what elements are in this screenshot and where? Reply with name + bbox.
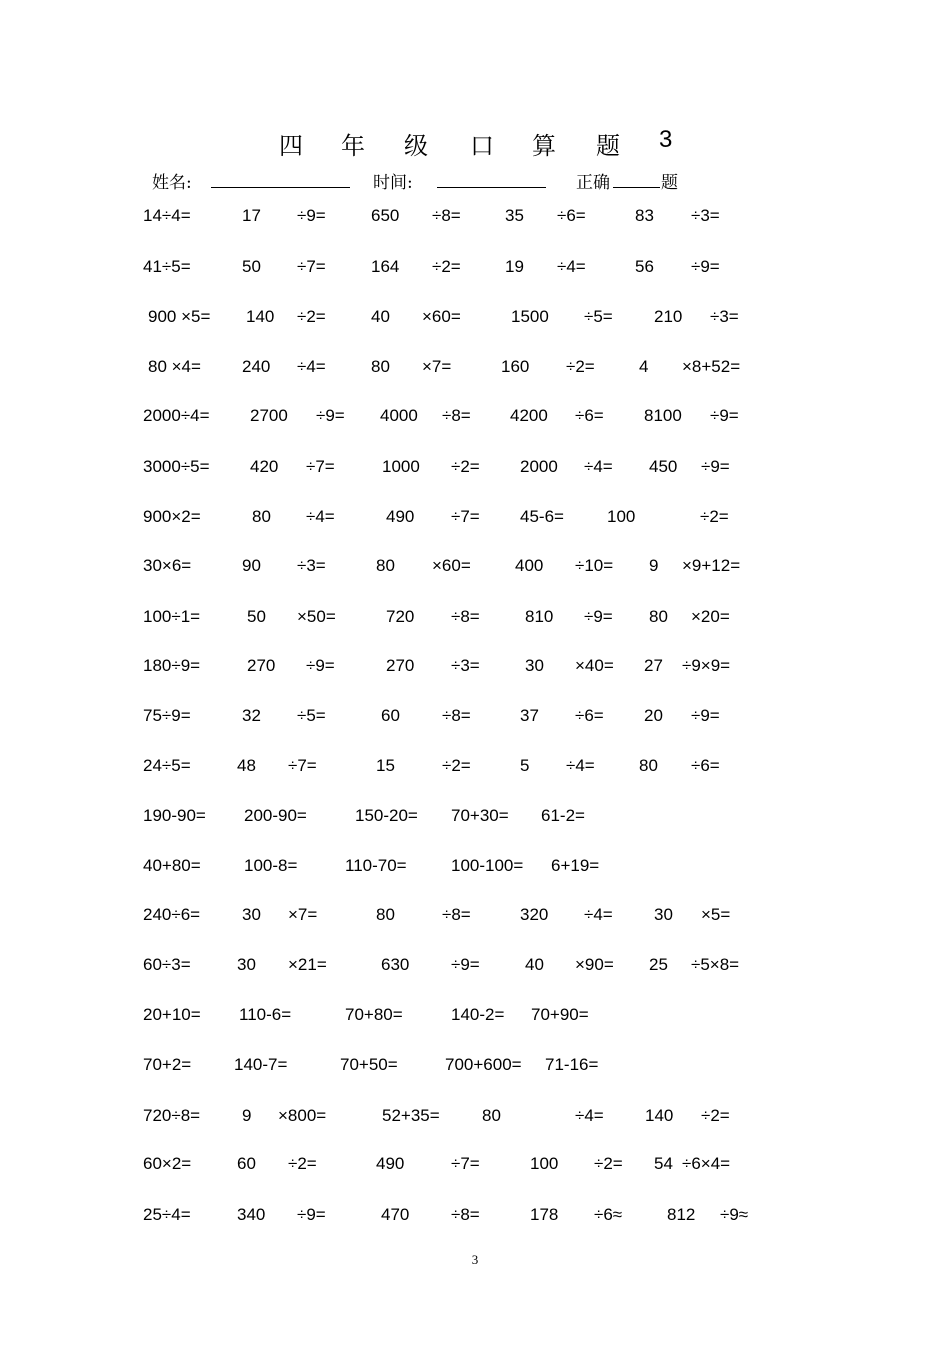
correct-suffix: 题 — [661, 173, 678, 193]
problem-item: ÷2= — [701, 1106, 730, 1125]
problem-item: ÷6= — [575, 406, 604, 425]
problem-item: 40 — [371, 307, 390, 326]
problem-item: 83 — [635, 206, 654, 225]
problem-item: ÷6= — [691, 756, 720, 775]
problem-item: 50 — [247, 607, 266, 626]
problem-item: 2700 — [250, 406, 288, 425]
problem-item: 5 — [520, 756, 530, 775]
problem-item: 35 — [505, 206, 524, 225]
problem-item: 630 — [381, 955, 410, 974]
problem-item: 1500 — [511, 307, 549, 326]
problem-item: 45-6= — [520, 507, 564, 526]
problem-item: 60 — [237, 1154, 256, 1173]
problem-item: 164 — [371, 257, 400, 276]
problem-item: 210 — [654, 307, 683, 326]
problem-item: 54 — [654, 1154, 673, 1173]
correct-label: 正确 — [576, 173, 610, 193]
problem-item: 470 — [381, 1205, 410, 1224]
problem-item: 25 — [649, 955, 668, 974]
problem-item: 20+10= — [143, 1005, 201, 1024]
problem-item: ÷9= — [306, 656, 335, 675]
time-label: 时间: — [373, 173, 413, 193]
problem-row — [0, 854, 950, 878]
problem-item: ÷9= — [451, 955, 480, 974]
problem-item: ÷7= — [297, 257, 326, 276]
problem-item: 6+19= — [551, 856, 600, 875]
problem-item: ÷8= — [442, 406, 471, 425]
problem-item: 70+90= — [531, 1005, 589, 1024]
problem-item: 40+80= — [143, 856, 201, 875]
problem-item: ÷3= — [691, 206, 720, 225]
problem-item: ×21= — [288, 955, 327, 974]
problem-item: 90 — [242, 556, 261, 575]
problem-item: 25÷4= — [143, 1205, 191, 1224]
problem-row — [0, 305, 950, 329]
problem-item: 8100 — [644, 406, 682, 425]
problem-item: ×40= — [575, 656, 614, 675]
problem-item: 270 — [247, 656, 276, 675]
problem-item: 720 — [386, 607, 415, 626]
problem-item: 3000÷5= — [143, 457, 210, 476]
problem-item: ÷9= — [701, 457, 730, 476]
problem-item: ÷7= — [451, 1154, 480, 1173]
problem-item: 2000 — [520, 457, 558, 476]
title-char: 算 — [532, 132, 556, 160]
problem-item: ÷2= — [442, 756, 471, 775]
problem-item: 70+80= — [345, 1005, 403, 1024]
problem-item: 9 — [649, 556, 659, 575]
problem-item: 110-6= — [239, 1005, 292, 1024]
problem-item: ×50= — [297, 607, 336, 626]
problem-item: ÷2= — [288, 1154, 317, 1173]
problem-item: 80 — [376, 556, 395, 575]
problem-item: ÷2= — [594, 1154, 623, 1173]
problem-item: ÷9= — [691, 257, 720, 276]
problem-row — [0, 404, 950, 428]
problem-item: ÷8= — [442, 706, 471, 725]
problem-item: ×20= — [691, 607, 730, 626]
name-label: 姓名: — [152, 173, 192, 193]
problem-item: 50 — [242, 257, 261, 276]
name-blank — [211, 187, 350, 188]
problem-item: 810 — [525, 607, 554, 626]
problem-row — [0, 804, 950, 828]
problem-item: ÷9= — [710, 406, 739, 425]
problem-item: 20 — [644, 706, 663, 725]
problem-row — [0, 204, 950, 228]
problem-item: 80 — [371, 357, 390, 376]
problem-item: 27 — [644, 656, 663, 675]
problem-item: 30 — [654, 905, 673, 924]
problem-item: 240 — [242, 357, 271, 376]
problem-item: ×60= — [422, 307, 461, 326]
problem-item: 720÷8= — [143, 1106, 201, 1125]
title-char: 级 — [404, 132, 428, 160]
title-char: 题 — [596, 132, 620, 160]
problem-item: 15 — [376, 756, 395, 775]
problem-item: 150-20= — [355, 806, 418, 825]
problem-item: 100-100= — [451, 856, 524, 875]
problem-item: 19 — [505, 257, 524, 276]
problem-row — [0, 355, 950, 379]
problem-item: 41÷5= — [143, 257, 191, 276]
problem-row — [0, 654, 950, 678]
problem-item: 70+2= — [143, 1055, 192, 1074]
problem-item: 70+50= — [340, 1055, 398, 1074]
problem-item: ÷8= — [432, 206, 461, 225]
problem-row — [0, 255, 950, 279]
problem-item: 80 — [376, 905, 395, 924]
problem-item: 61-2= — [541, 806, 585, 825]
problem-item: ÷3= — [451, 656, 480, 675]
problem-item: ×800= — [278, 1106, 327, 1125]
problem-item: 70+30= — [451, 806, 509, 825]
problem-item: ÷7= — [451, 507, 480, 526]
problem-item: 60 — [381, 706, 400, 725]
page-title — [0, 126, 950, 160]
problem-item: ÷2= — [566, 357, 595, 376]
problem-item: 30 — [242, 905, 261, 924]
problem-item: 200-90= — [244, 806, 307, 825]
problem-item: 100 — [530, 1154, 559, 1173]
problem-item: 80 — [639, 756, 658, 775]
problem-item: 140 — [645, 1106, 674, 1125]
problem-item: ÷9= — [691, 706, 720, 725]
problem-row — [0, 754, 950, 778]
problem-item: ÷3= — [710, 307, 739, 326]
problem-item: 80 — [649, 607, 668, 626]
problem-item: ÷9= — [297, 206, 326, 225]
problem-item: ÷9= — [297, 1205, 326, 1224]
problem-item: 75÷9= — [143, 706, 191, 725]
title-char: 年 — [341, 132, 365, 160]
problem-item: 320 — [520, 905, 549, 924]
problem-row — [0, 953, 950, 977]
problem-item: 400 — [515, 556, 544, 575]
problem-item: 490 — [386, 507, 415, 526]
problem-item: ÷2= — [432, 257, 461, 276]
problem-row — [0, 704, 950, 728]
problem-item: ÷8= — [442, 905, 471, 924]
problem-row — [0, 554, 950, 578]
problem-item: 110-70= — [345, 856, 407, 875]
problem-item: ÷9×9= — [682, 656, 731, 675]
problem-item: 24÷5= — [143, 756, 191, 775]
problem-item: 30 — [525, 656, 544, 675]
problem-item: 340 — [237, 1205, 266, 1224]
problem-item: 100-8= — [244, 856, 298, 875]
problem-item: 140 — [246, 307, 275, 326]
problem-item: ÷2= — [451, 457, 480, 476]
problem-row — [0, 1104, 950, 1128]
problem-item: 60÷3= — [143, 955, 191, 974]
problem-item: ÷3= — [297, 556, 326, 575]
problem-item: 32 — [242, 706, 261, 725]
problem-item: 240÷6= — [143, 905, 201, 924]
problem-item: 160 — [501, 357, 530, 376]
problem-row — [0, 1152, 950, 1176]
title-char: 口 — [470, 132, 494, 160]
problem-item: 140-2= — [451, 1005, 505, 1024]
time-blank — [437, 187, 546, 188]
problem-item: ÷4= — [566, 756, 595, 775]
problem-item: 71-16= — [545, 1055, 599, 1074]
problem-row — [0, 903, 950, 927]
problem-item: ÷6×4= — [682, 1154, 731, 1173]
problem-item: ÷4= — [584, 457, 613, 476]
problem-item: ×7= — [422, 357, 452, 376]
correct-count-blank — [613, 187, 660, 188]
problem-item: ×8+52= — [682, 357, 741, 376]
problem-item: 4200 — [510, 406, 548, 425]
problem-row — [0, 605, 950, 629]
problem-item: 80 ×4= — [148, 357, 201, 376]
problem-row — [0, 1003, 950, 1027]
problem-item: ÷9= — [316, 406, 345, 425]
problem-item: ÷8= — [451, 607, 480, 626]
problem-item: ÷5= — [297, 706, 326, 725]
problem-item: 37 — [520, 706, 539, 725]
problem-item: ÷5×8= — [691, 955, 740, 974]
problem-item: 4000 — [380, 406, 418, 425]
problem-item: ÷10= — [575, 556, 614, 575]
problem-row — [0, 505, 950, 529]
problem-item: 14÷4= — [143, 206, 191, 225]
problem-item: 1000 — [382, 457, 420, 476]
problem-item: ×9+12= — [682, 556, 741, 575]
problem-item: 178 — [530, 1205, 559, 1224]
problem-item: 100÷1= — [143, 607, 201, 626]
problem-item: ÷6≈ — [594, 1205, 623, 1224]
problem-item: 700+600= — [445, 1055, 522, 1074]
problem-row — [0, 1053, 950, 1077]
problem-item: 80 — [482, 1106, 501, 1125]
problem-item: 420 — [250, 457, 279, 476]
problem-row — [0, 1203, 950, 1227]
problem-item: 140-7= — [234, 1055, 288, 1074]
problem-item: ÷9≈ — [720, 1205, 749, 1224]
problem-item: 100 — [607, 507, 636, 526]
problem-item: ×90= — [575, 955, 614, 974]
problem-item: 9 — [242, 1106, 252, 1125]
problem-item: ÷4= — [584, 905, 613, 924]
problem-item: 60×2= — [143, 1154, 192, 1173]
problem-item: ÷4= — [297, 357, 326, 376]
problem-item: ÷2= — [700, 507, 729, 526]
problem-item: ÷6= — [557, 206, 586, 225]
problem-row — [0, 455, 950, 479]
problem-item: ÷7= — [288, 756, 317, 775]
problem-item: 30×6= — [143, 556, 192, 575]
problem-item: 900×2= — [143, 507, 201, 526]
page-number: 3 — [471, 1252, 479, 1267]
problem-item: ×5= — [701, 905, 731, 924]
problem-item: 900 ×5= — [148, 307, 211, 326]
problem-item: 190-90= — [143, 806, 206, 825]
problem-item: 80 — [252, 507, 271, 526]
problem-item: 17 — [242, 206, 261, 225]
problem-item: 48 — [237, 756, 256, 775]
problem-item: ÷4= — [557, 257, 586, 276]
problem-item: ÷5= — [584, 307, 613, 326]
problem-item: 450 — [649, 457, 678, 476]
problem-item: 2000÷4= — [143, 406, 210, 425]
problem-item: 812 — [667, 1205, 696, 1224]
problem-item: 52+35= — [382, 1106, 440, 1125]
problem-item: 56 — [635, 257, 654, 276]
problem-item: 4 — [639, 357, 649, 376]
problem-item: 270 — [386, 656, 415, 675]
problem-item: ÷7= — [306, 457, 335, 476]
problem-item: 490 — [376, 1154, 405, 1173]
title-char: 四 — [279, 132, 303, 160]
problem-item: ÷6= — [575, 706, 604, 725]
problem-item: 650 — [371, 206, 400, 225]
problem-item: ÷2= — [297, 307, 326, 326]
problem-item: ÷4= — [575, 1106, 604, 1125]
problem-item: ×7= — [288, 905, 318, 924]
problem-item: 30 — [237, 955, 256, 974]
problem-item: 40 — [525, 955, 544, 974]
problem-item: ÷4= — [306, 507, 335, 526]
problem-item: ×60= — [432, 556, 471, 575]
problem-item: 180÷9= — [143, 656, 201, 675]
problem-item: ÷9= — [584, 607, 613, 626]
problem-item: ÷8= — [451, 1205, 480, 1224]
title-char: 3 — [659, 126, 673, 153]
